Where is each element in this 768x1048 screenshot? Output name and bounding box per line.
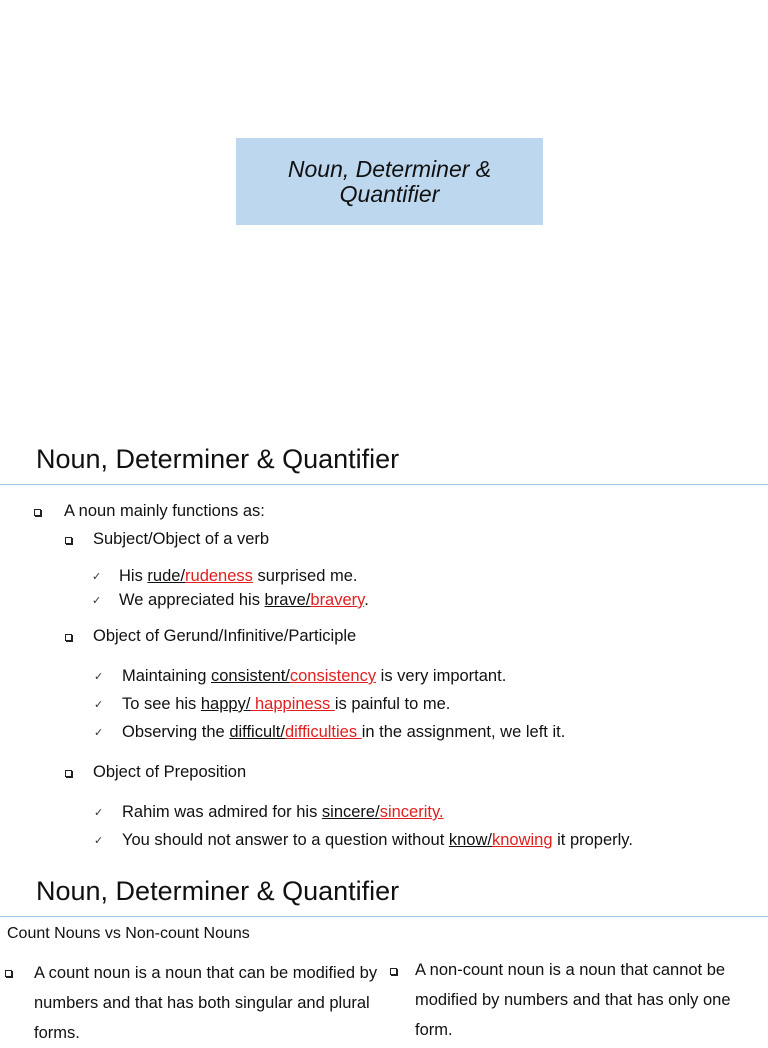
square-bullet-icon: [34, 509, 41, 516]
example-line: [119, 589, 369, 611]
wrong-word: sincere/: [321, 803, 380, 821]
wrong-word: rude/: [147, 567, 186, 585]
count-noun-definition: A count noun is a noun that can be modified by numbers and that has both singular and plural forms.: [34, 964, 378, 1042]
square-bullet-icon: [65, 770, 72, 777]
section-label: Object of Preposition: [93, 763, 247, 781]
intro-text: A noun mainly functions as:: [64, 502, 265, 520]
example-text: We appreciated his: [119, 591, 265, 609]
wrong-word: know/: [448, 831, 492, 849]
example-text: Rahim was admired for his: [122, 803, 322, 821]
checkmark-icon: ✓: [94, 727, 104, 739]
example-text: in the assignment, we left it.: [361, 723, 566, 741]
square-bullet-icon: [65, 634, 72, 641]
correct-word: difficulties: [284, 723, 362, 741]
checkmark-icon: ✓: [94, 699, 104, 711]
non-count-noun-definition: A non-count noun is a noun that cannot be modified by numbers and that has only one form.: [415, 961, 731, 1039]
example-text: Maintaining: [122, 667, 211, 685]
example-text: You should not answer to a question without: [122, 831, 449, 849]
slide3-rule: [0, 916, 768, 917]
example-line: [122, 801, 444, 823]
section-label: Subject/Object of a verb: [93, 530, 270, 548]
title-box: [236, 138, 543, 225]
correct-word: sincerity.: [379, 803, 444, 821]
title-line-1: Noun, Determiner &: [287, 155, 492, 182]
wrong-word: consistent/: [210, 667, 290, 685]
example-text: is painful to me.: [334, 695, 451, 713]
slide2-heading: Noun, Determiner & Quantifier: [36, 444, 400, 474]
correct-word: rudeness: [185, 567, 253, 585]
wrong-word: brave/: [264, 591, 311, 609]
checkmark-icon: ✓: [94, 835, 104, 847]
example-line: [122, 693, 450, 715]
correct-word: consistency: [289, 667, 377, 685]
wrong-word: happy/: [200, 695, 251, 713]
checkmark-icon: ✓: [92, 595, 102, 607]
example-text: it properly.: [552, 831, 633, 849]
example-line: [122, 665, 506, 687]
example-text: Observing the: [122, 723, 230, 741]
checkmark-icon: ✓: [94, 807, 104, 819]
wrong-word: difficult/: [229, 723, 285, 741]
example-line: [122, 829, 633, 851]
square-bullet-icon: [65, 537, 72, 544]
example-line: [119, 565, 357, 587]
square-bullet-icon: [5, 970, 12, 977]
example-text: His: [119, 567, 148, 585]
correct-word: bravery: [310, 591, 365, 609]
slide3-heading: Noun, Determiner & Quantifier: [36, 876, 400, 906]
checkmark-icon: ✓: [94, 671, 104, 683]
slide2-rule: [0, 484, 768, 485]
example-text: .: [364, 591, 369, 609]
correct-word: knowing: [491, 831, 553, 849]
section-label: Object of Gerund/Infinitive/Participle: [93, 627, 357, 645]
correct-word: happiness: [250, 695, 335, 713]
example-text: is very important.: [376, 667, 507, 685]
title-line-2: Quantifier: [339, 180, 440, 207]
slide3-subheading: Count Nouns vs Non-count Nouns: [7, 925, 250, 942]
example-text: surprised me.: [252, 567, 358, 585]
example-line: [122, 721, 565, 743]
example-text: To see his: [122, 695, 201, 713]
checkmark-icon: ✓: [92, 571, 102, 583]
square-bullet-icon: [390, 968, 397, 975]
